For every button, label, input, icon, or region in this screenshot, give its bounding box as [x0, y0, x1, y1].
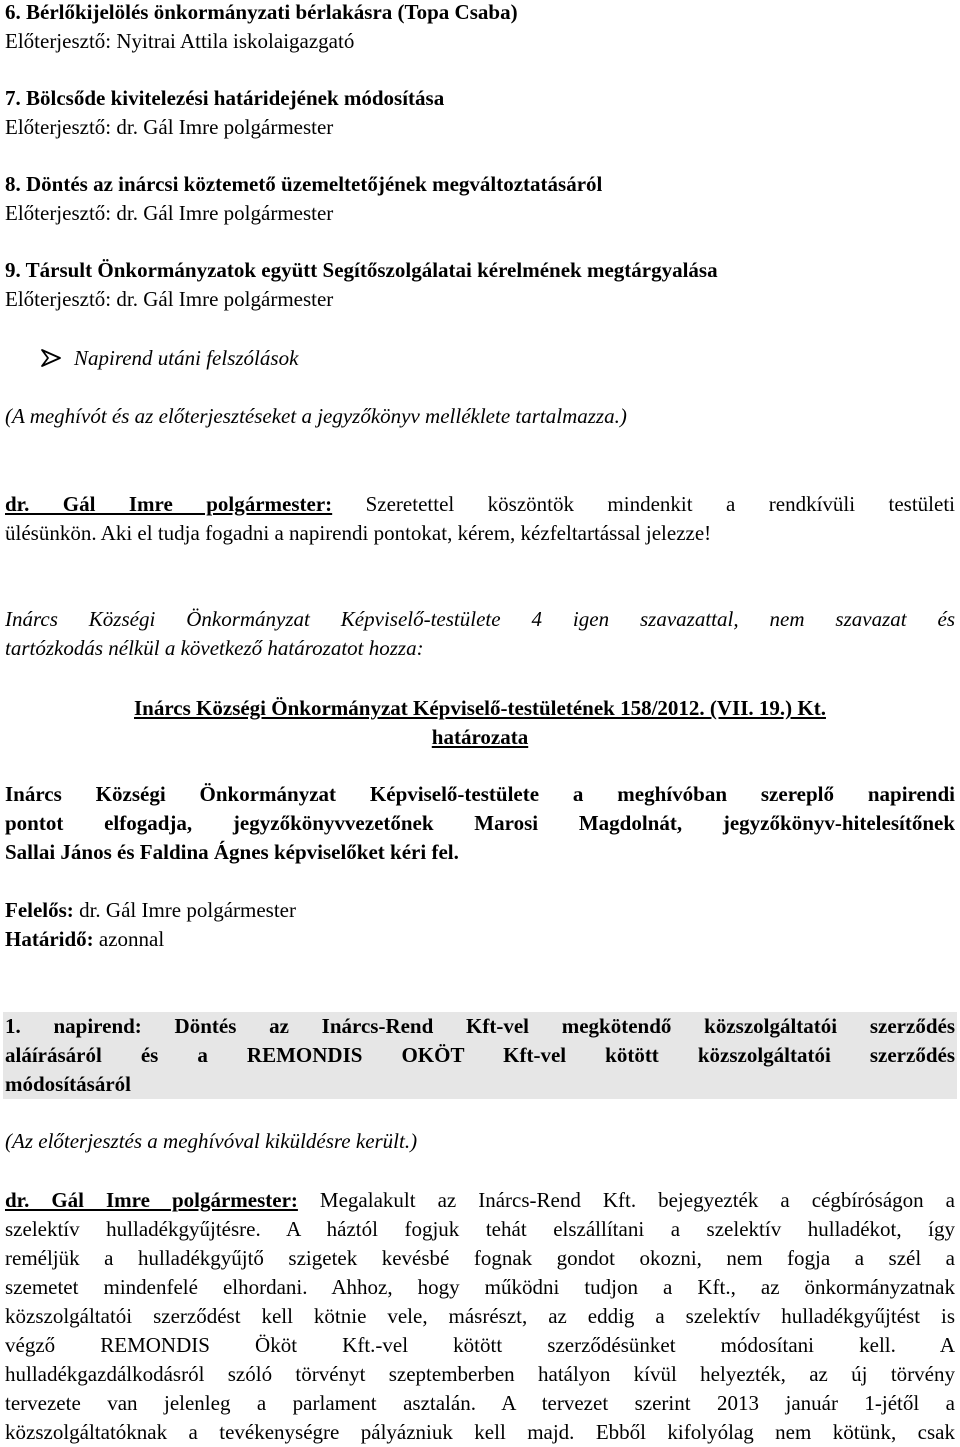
agenda-item-title: 7. Bölcsőde kivitelezési határidejének módosítása — [5, 86, 445, 110]
agenda-item-presenter: Előterjesztő: dr. Gál Imre polgármester — [5, 287, 334, 311]
agenda-1-note: (Az előterjesztés a meghívóval kiküldésre került.) — [5, 1129, 418, 1153]
speaker-name: dr. Gál Imre polgármester: — [5, 1188, 298, 1212]
agenda-item-title: 8. Döntés az inárcsi köztemető üzemeltetőjének megváltoztatásáról — [5, 172, 603, 196]
agenda-item-title: 9. Társult Önkormányzatok együtt Segítőszolgálatai kérelmének megtárgyalása — [5, 258, 718, 282]
speech-line: közszolgáltatói szerződést kell kötnie vele, másrészt, az eddig a szelektív hulladékgyűjtést is — [5, 1304, 955, 1328]
agenda-item-6 — [5, 0, 955, 56]
speech-line: végző REMONDIS Ököt Kft.-vel kötött szerződésünket módosítani kell. A — [5, 1333, 955, 1357]
invitation-note: (A meghívót és az előterjesztéseket a jegyzőkönyv melléklete tartalmazza.) — [5, 404, 627, 428]
speech-line: közszolgáltatóknak a tevékenységre pályázniuk kell majd. Ebből kifolyólag nem kötünk, csak — [5, 1420, 955, 1444]
speech-line: hulladékgazdálkodásról szóló törvényt szeptemberben hatályon kívül helyezték, az új törvény — [5, 1362, 955, 1386]
deadline-line: Határidő: azonnal — [5, 927, 165, 951]
speech-line: szemetet mindenfelé elhordani. Ahhoz, hogy működni tudjon a Kft., az önkormányzatnak — [5, 1275, 955, 1299]
resolution-title: Inárcs Községi Önkormányzat Képviselő-testületének 158/2012. (VII. 19.) Kt. — [134, 696, 826, 720]
bullet-item — [40, 344, 840, 373]
speech-line: ülésünkön. Aki el tudja fogadni a napirendi pontokat, kérem, kézfeltartással jelezze! — [5, 521, 712, 545]
agenda-item-presenter: Előterjesztő: Nyitrai Attila iskolaigazgató — [5, 29, 355, 53]
resolution-meta — [5, 896, 955, 954]
speech-1 — [5, 490, 955, 548]
speech-line: szelektív hulladékgyűjtésre. A háztól fogjuk tehát elszállítani a szelektív hulladékot, így — [5, 1217, 955, 1241]
speaker-name: dr. Gál Imre polgármester: — [5, 492, 333, 516]
agenda-item-8 — [5, 170, 955, 228]
responsible-line: Felelős: dr. Gál Imre polgármester — [5, 898, 296, 922]
resolution-heading — [5, 694, 955, 752]
speech-line: tervezete van jelenleg a parlament asztalán. A tervezet szerint 2013 január 1-jétől a — [5, 1391, 955, 1415]
resolution-body: Inárcs Községi Önkormányzat Képviselő-testülete a meghívóban szereplő napirendi pontot elfogadja, jegyzőkönyvvezetőnek Marosi Magdolnát, jegyzőkönyv-hitelesítőnek Sallai János és Faldina Ágnes képviselőket kéri fel. — [5, 782, 955, 864]
agenda-item-presenter: Előterjesztő: dr. Gál Imre polgármester — [5, 201, 334, 225]
agenda-1-heading: 1. napirend: Döntés az Inárcs-Rend Kft-vel megkötendő közszolgáltatói szerződés aláírásáról és a REMONDIS OKÖT Kft-vel kötött közszolgáltatói szerződés módosításáról — [3, 1012, 957, 1099]
speech-line: reméljük a hulladékgyűjtő szigetek kevésbé fognak gondot okozni, nem fogja a szél a — [5, 1246, 955, 1270]
resolution-subtitle: határozata — [431, 725, 529, 749]
speech-line: dr. Gál Imre polgármester: Megalakult az Inárcs-Rend Kft. bejegyezték a cégbíróságon a — [5, 1188, 955, 1212]
agenda-item-presenter: Előterjesztő: dr. Gál Imre polgármester — [5, 115, 334, 139]
speech-line: dr. Gál Imre polgármester: Szeretettel köszöntök mindenkit a rendkívüli testületi — [5, 492, 955, 516]
vote-statement: Inárcs Községi Önkormányzat Képviselő-testülete 4 igen szavazattal, nem szavazat és tartózkodás nélkül a következő határozatot hozza: — [5, 607, 955, 660]
bullet-text: Napirend utáni felszólások — [74, 346, 299, 370]
agenda-item-7 — [5, 84, 955, 142]
arrow-bullet-icon — [40, 347, 62, 367]
agenda-item-9 — [5, 256, 955, 314]
speech-2 — [5, 1186, 955, 1447]
agenda-item-title: 6. Bérlőkijelölés önkormányzati bérlakásra (Topa Csaba) — [5, 0, 518, 24]
